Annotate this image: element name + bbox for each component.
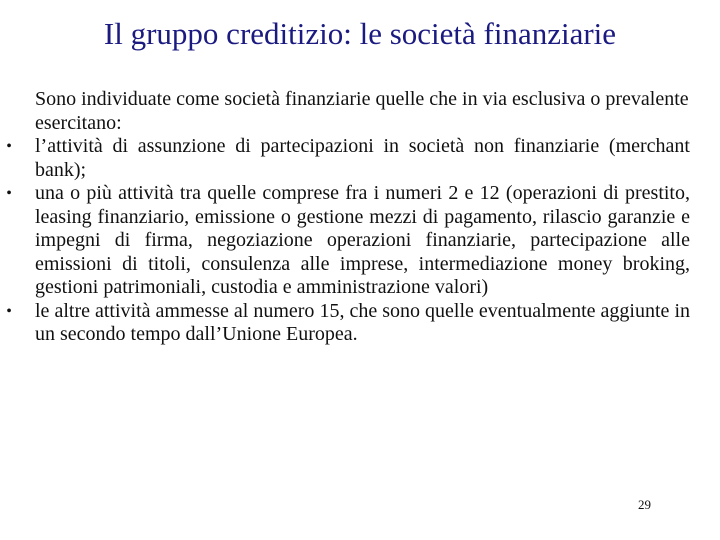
- bullet-icon: •: [6, 185, 12, 202]
- bullet-text: l’attività di assunzione di partecipazioni in società non finanziarie (merchant bank);: [35, 135, 690, 181]
- slide-body: [6, 88, 690, 347]
- bullet-list: [6, 135, 690, 347]
- bullet-icon: •: [6, 302, 12, 320]
- bullet-item-merchant-bank: [6, 135, 690, 182]
- intro-text: Sono individuate come società finanziarie quelle che in via esclusiva o prevalente esercitano:: [35, 88, 689, 134]
- slide-title: Il gruppo creditizio: le società finanziarie: [103, 16, 617, 51]
- bullet-text: una o più attività tra quelle comprese fra i numeri 2 e 12 (operazioni di prestito, leasing finanziario, emissione o gestione mezzi di pagamento, rilascio garanzie e impegni di firma, negoziazione operazioni finanziarie, partecipazione alle emissioni di titoli, consulenza alle imprese, intermediazione money broking, gestioni patrimoniali, custodia e amministrazione valori): [35, 182, 690, 298]
- bullet-item-attivita-15: [6, 299, 690, 347]
- bullet-item-attivita-2-12: [6, 182, 690, 300]
- bullet-text: le altre attività ammesse al numero 15, che sono quelle eventualmente aggiunte in un secondo tempo dall’Unione Europea.: [35, 299, 690, 345]
- page-number: 29: [638, 497, 651, 512]
- bullet-icon: •: [6, 138, 12, 155]
